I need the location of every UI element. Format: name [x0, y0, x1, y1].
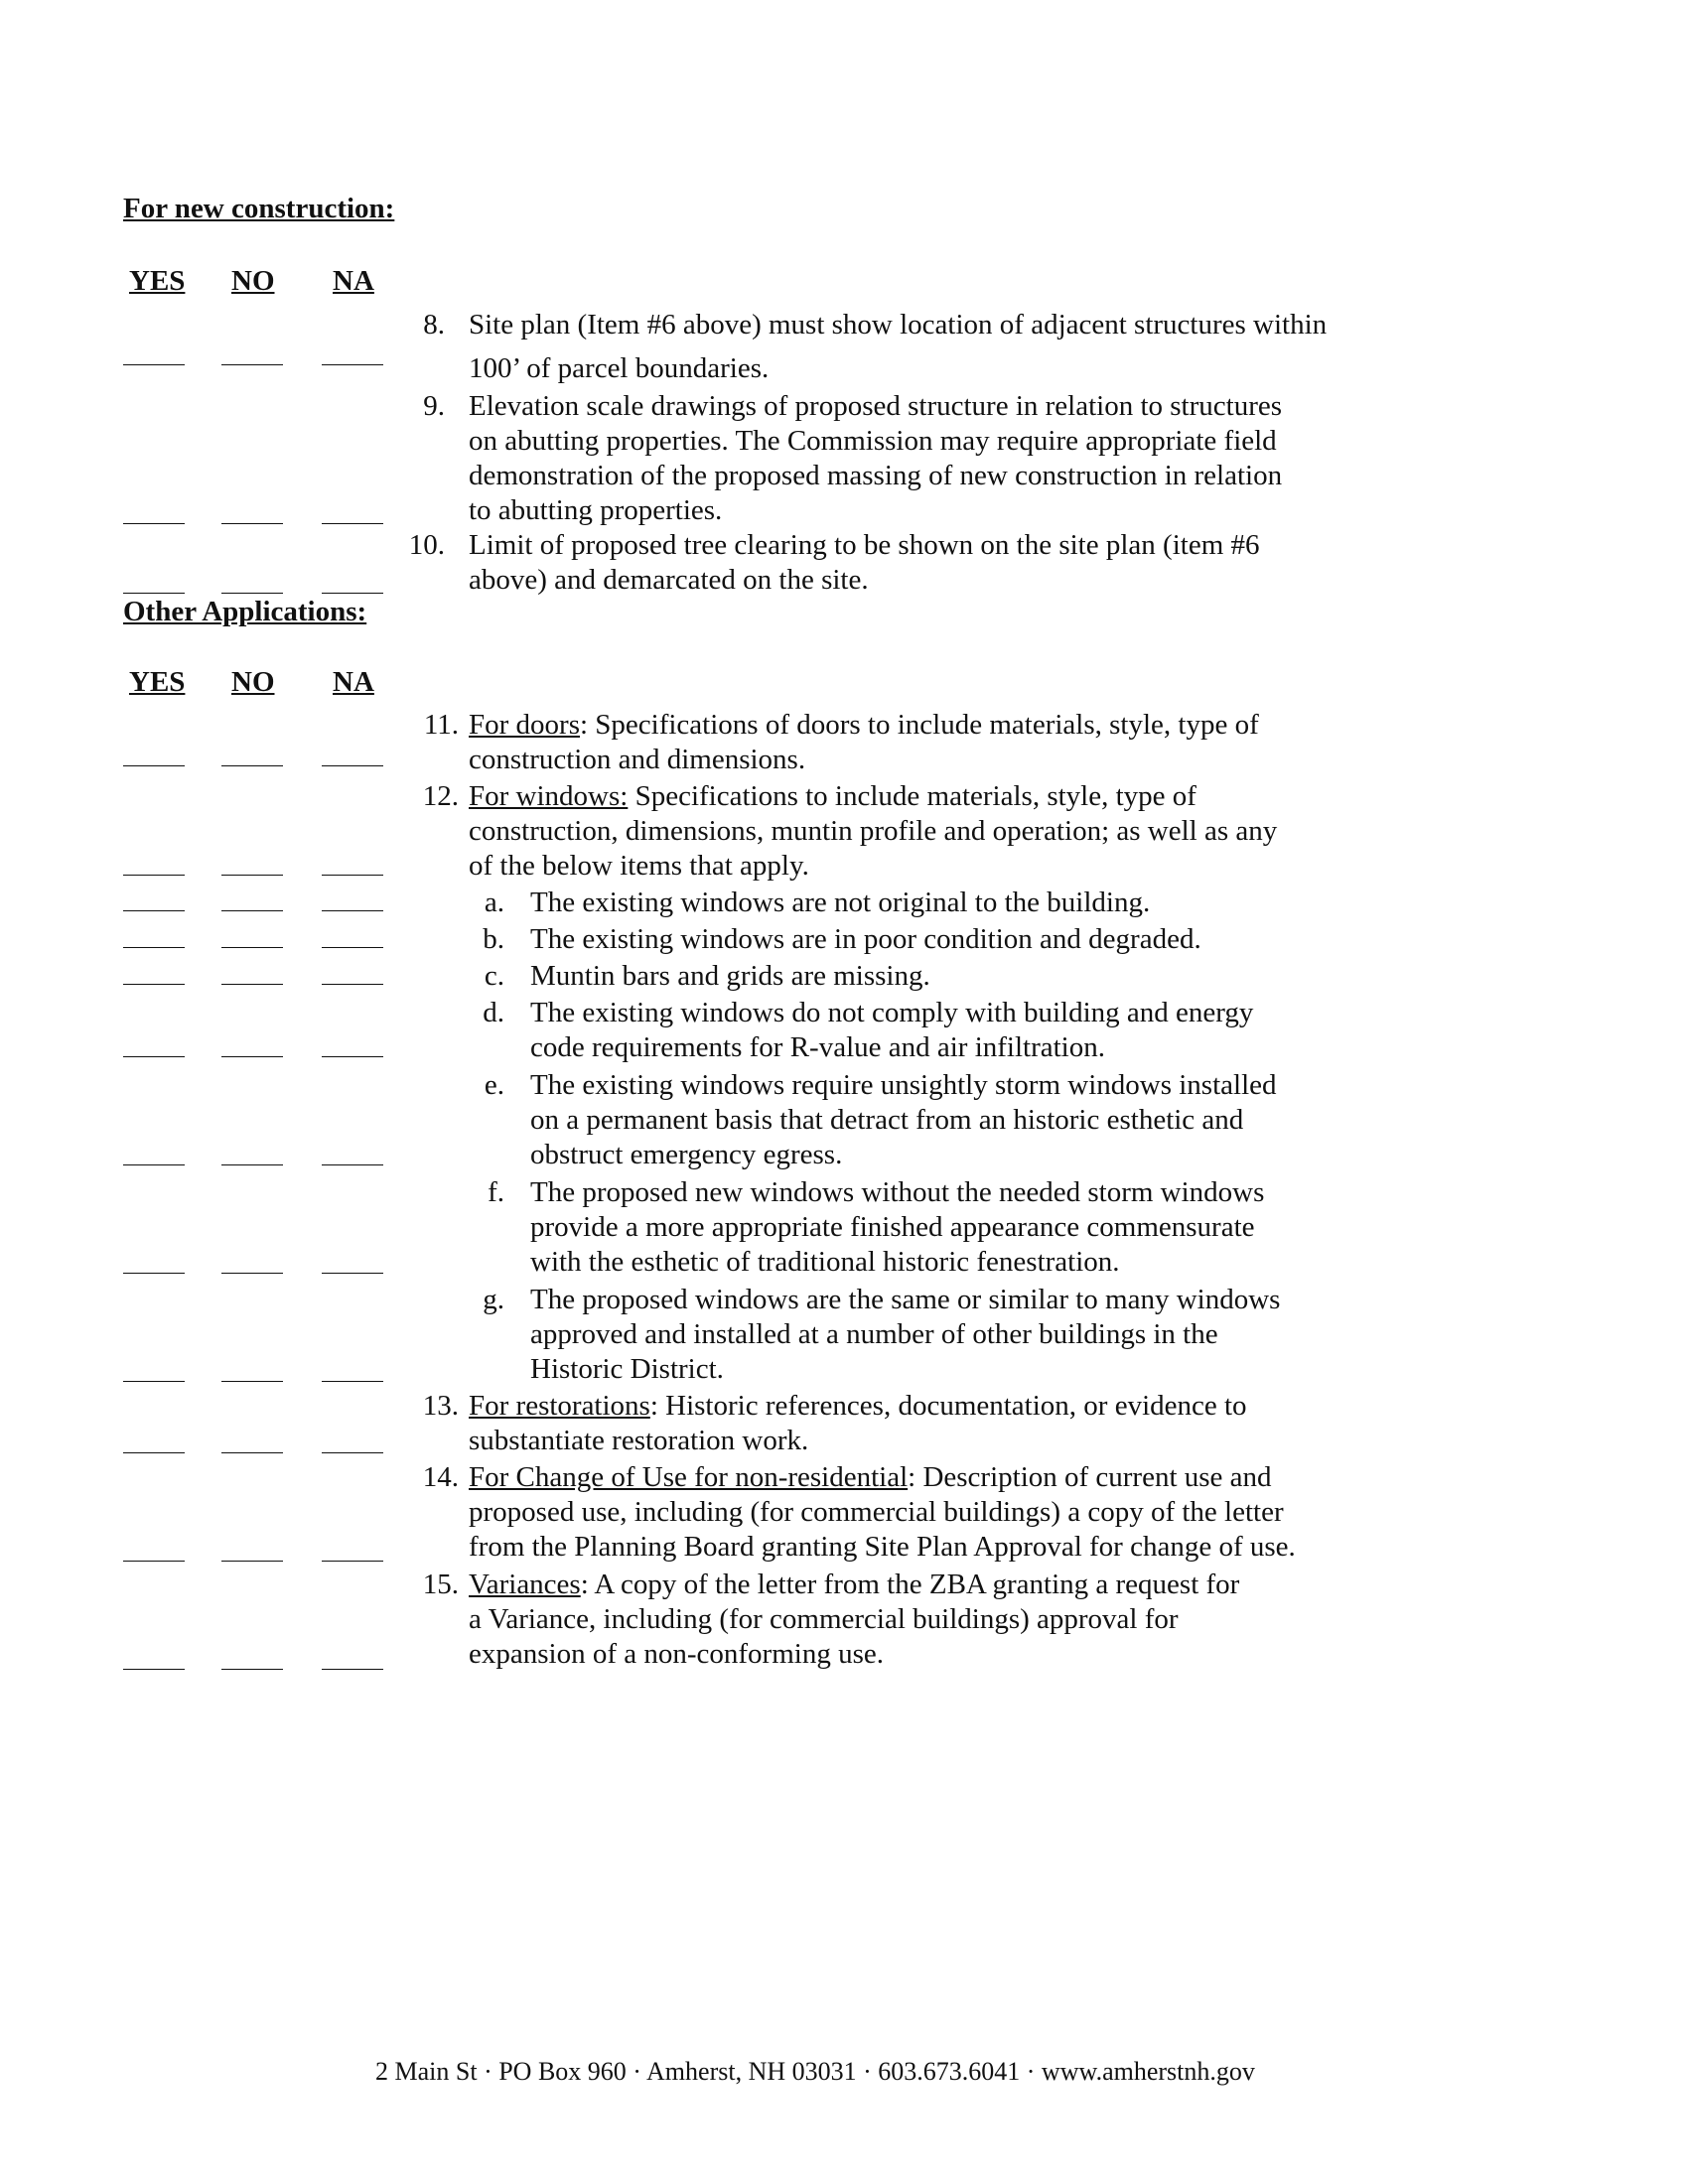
- item-text-line: [469, 1569, 1239, 1601]
- answer-blank-no[interactable]: [221, 523, 283, 524]
- item-text-line: substantiate restoration work.: [469, 1425, 809, 1456]
- column-header-no: NO: [231, 265, 275, 297]
- answer-blank-yes[interactable]: [123, 1056, 185, 1057]
- item-text-rest: : A copy of the letter from the ZBA granting a request for: [580, 1569, 1240, 1600]
- item-text-line: The proposed new windows without the needed storm windows: [530, 1176, 1265, 1208]
- column-header-na: NA: [333, 265, 374, 297]
- answer-blank-na[interactable]: [322, 1381, 383, 1382]
- item-text-line: Limit of proposed tree clearing to be shown on the site plan (item #6: [469, 529, 1260, 561]
- item-text-line: The existing windows are in poor condition and degraded.: [530, 923, 1201, 955]
- item-number: 15.: [422, 1569, 459, 1600]
- answer-blank-na[interactable]: [322, 1273, 383, 1274]
- item-text-line: The existing windows are not original to the building.: [530, 887, 1151, 918]
- item-number: 12.: [422, 780, 459, 812]
- item-text-line: obstruct emergency egress.: [530, 1139, 843, 1170]
- item-label: For Change of Use for non-residential: [469, 1461, 909, 1493]
- answer-blank-no[interactable]: [221, 765, 283, 766]
- answer-blank-no[interactable]: [221, 947, 283, 948]
- answer-blank-yes[interactable]: [123, 1669, 185, 1670]
- item-text-line: code requirements for R-value and air infiltration.: [530, 1031, 1105, 1063]
- section-heading-other-applications: Other Applications:: [123, 596, 367, 627]
- item-text-line: 100’ of parcel boundaries.: [469, 352, 770, 384]
- column-header-na: NA: [333, 666, 374, 698]
- answer-blank-yes[interactable]: [123, 593, 185, 594]
- answer-blank-na[interactable]: [322, 1669, 383, 1670]
- item-text-line: Muntin bars and grids are missing.: [530, 960, 930, 992]
- answer-blank-no[interactable]: [221, 1164, 283, 1165]
- item-letter: d.: [483, 997, 504, 1028]
- item-text-rest: Specifications to include materials, style, type of: [628, 780, 1196, 812]
- answer-blank-yes[interactable]: [123, 523, 185, 524]
- item-letter: e.: [484, 1069, 504, 1101]
- answer-blank-na[interactable]: [322, 947, 383, 948]
- answer-blank-yes[interactable]: [123, 1164, 185, 1165]
- item-text-rest: : Specifications of doors to include materials, style, type of: [579, 709, 1259, 741]
- answer-blank-yes[interactable]: [123, 1561, 185, 1562]
- column-header-yes: YES: [129, 265, 186, 297]
- answer-blank-yes[interactable]: [123, 910, 185, 911]
- item-number: 9.: [423, 390, 445, 422]
- item-text-line: of the below items that apply.: [469, 850, 809, 882]
- answer-blank-no[interactable]: [221, 1381, 283, 1382]
- column-header-no: NO: [231, 666, 275, 698]
- item-text-line: from the Planning Board granting Site Plan Approval for change of use.: [469, 1531, 1296, 1563]
- item-number: 11.: [423, 709, 459, 741]
- answer-blank-na[interactable]: [322, 593, 383, 594]
- answer-blank-na[interactable]: [322, 1561, 383, 1562]
- item-text-line: with the esthetic of traditional historic fenestration.: [530, 1246, 1120, 1278]
- item-text-line: a Variance, including (for commercial buildings) approval for: [469, 1603, 1179, 1635]
- column-header-yes: YES: [129, 666, 186, 698]
- item-text-line: construction, dimensions, muntin profile and operation; as well as any: [469, 815, 1278, 847]
- answer-blank-no[interactable]: [221, 1669, 283, 1670]
- answer-blank-no[interactable]: [221, 875, 283, 876]
- item-letter: b.: [483, 923, 504, 955]
- item-text-line: Site plan (Item #6 above) must show location of adjacent structures within: [469, 309, 1328, 341]
- answer-blank-yes[interactable]: [123, 1273, 185, 1274]
- item-letter: f.: [488, 1176, 504, 1208]
- section-heading-new-construction: For new construction:: [123, 193, 395, 224]
- item-label: For windows:: [469, 780, 629, 812]
- item-text-line: provide a more appropriate finished appearance commensurate: [530, 1211, 1255, 1243]
- item-text-line: on abutting properties. The Commission may require appropriate field: [469, 425, 1277, 457]
- answer-blank-na[interactable]: [322, 1452, 383, 1453]
- item-text-line: Elevation scale drawings of proposed structure in relation to structures: [469, 390, 1283, 422]
- answer-blank-no[interactable]: [221, 1056, 283, 1057]
- item-text-rest: : Historic references, documentation, or evidence to: [649, 1390, 1247, 1422]
- answer-blank-yes[interactable]: [123, 765, 185, 766]
- item-text-line: The existing windows do not comply with building and energy: [530, 997, 1254, 1028]
- answer-blank-no[interactable]: [221, 910, 283, 911]
- item-text-line: Historic District.: [530, 1353, 724, 1385]
- item-text-line: demonstration of the proposed massing of new construction in relation: [469, 460, 1283, 491]
- answer-blank-yes[interactable]: [123, 875, 185, 876]
- answer-blank-no[interactable]: [221, 364, 283, 365]
- item-label: For doors: [469, 709, 580, 741]
- item-text-line: construction and dimensions.: [469, 744, 806, 775]
- answer-blank-na[interactable]: [322, 1056, 383, 1057]
- item-text-line: on a permanent basis that detract from an historic esthetic and: [530, 1104, 1244, 1136]
- answer-blank-na[interactable]: [322, 910, 383, 911]
- item-number: 13.: [422, 1390, 459, 1422]
- item-number: 8.: [423, 309, 445, 341]
- answer-blank-no[interactable]: [221, 1452, 283, 1453]
- answer-blank-na[interactable]: [322, 765, 383, 766]
- item-letter: g.: [483, 1284, 504, 1315]
- item-letter: a.: [484, 887, 504, 918]
- item-text-line: to abutting properties.: [469, 494, 723, 526]
- answer-blank-na[interactable]: [322, 1164, 383, 1165]
- item-text-line: The proposed windows are the same or similar to many windows: [530, 1284, 1281, 1315]
- item-text-rest: : Description of current use and: [908, 1461, 1272, 1493]
- answer-blank-yes[interactable]: [123, 984, 185, 985]
- answer-blank-yes[interactable]: [123, 1381, 185, 1382]
- answer-blank-yes[interactable]: [123, 364, 185, 365]
- answer-blank-na[interactable]: [322, 984, 383, 985]
- item-text-line: [469, 780, 1196, 813]
- item-letter: c.: [484, 960, 504, 992]
- item-text-line: [469, 1390, 1247, 1423]
- answer-blank-na[interactable]: [322, 875, 383, 876]
- item-number: 10.: [408, 529, 445, 561]
- answer-blank-no[interactable]: [221, 593, 283, 594]
- answer-blank-no[interactable]: [221, 984, 283, 985]
- answer-blank-no[interactable]: [221, 1273, 283, 1274]
- item-text-line: [469, 1461, 1272, 1494]
- answer-blank-na[interactable]: [322, 523, 383, 524]
- item-text-line: The existing windows require unsightly storm windows installed: [530, 1069, 1277, 1101]
- item-text-line: approved and installed at a number of other buildings in the: [530, 1318, 1218, 1350]
- item-label: For restorations: [469, 1390, 650, 1422]
- answer-blank-no[interactable]: [221, 1561, 283, 1562]
- item-text-line: expansion of a non-conforming use.: [469, 1638, 884, 1670]
- item-text-line: above) and demarcated on the site.: [469, 564, 869, 596]
- answer-blank-yes[interactable]: [123, 1452, 185, 1453]
- item-label: Variances: [469, 1569, 581, 1600]
- page-footer-address: 2 Main St · PO Box 960 · Amherst, NH 03031 · 603.673.6041 · www.amherstnh.gov: [375, 2057, 1255, 2086]
- answer-blank-na[interactable]: [322, 364, 383, 365]
- item-text-line: proposed use, including (for commercial buildings) a copy of the letter: [469, 1496, 1284, 1528]
- item-text-line: [469, 709, 1259, 742]
- item-number: 14.: [422, 1461, 459, 1493]
- answer-blank-yes[interactable]: [123, 947, 185, 948]
